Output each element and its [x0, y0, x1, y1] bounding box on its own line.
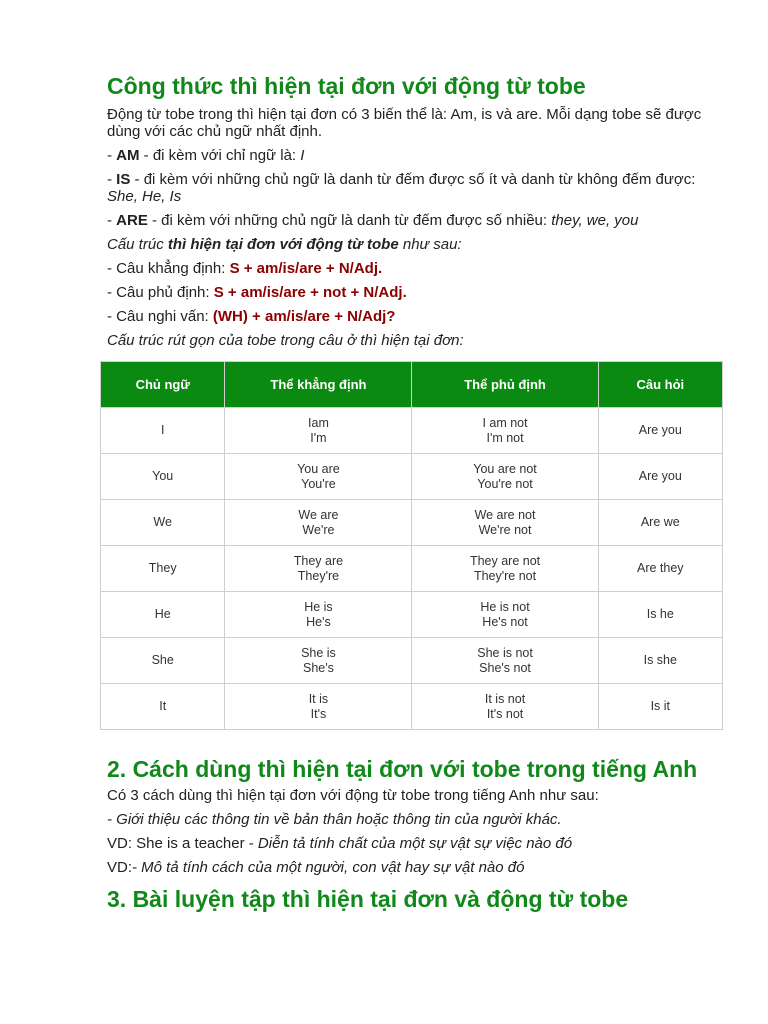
example-1: VD: She is a teacher - Diễn tả tính chất của một sự vật sự việc nào đó — [107, 835, 573, 852]
section-1-title: Công thức thì hiện tại đơn với động từ tobe — [107, 73, 586, 99]
header-negative: Thể phủ định — [412, 362, 598, 408]
section-1 — [107, 70, 707, 349]
cell-subject: We — [101, 500, 225, 546]
header-question: Câu hỏi — [598, 362, 722, 408]
header-subject: Chủ ngữ — [101, 362, 225, 408]
are-word: ARE — [116, 212, 148, 229]
cell-affirmative: You are You're — [225, 454, 412, 500]
cell-subject: It — [101, 684, 225, 730]
tobe-conjugation-table — [100, 361, 723, 730]
table-row — [101, 408, 723, 454]
is-line: - IS - đi kèm với những chủ ngữ là danh từ đếm được số ít và danh từ không đếm được: She, He, Is — [107, 171, 696, 205]
cell-affirmative: We are We're — [225, 500, 412, 546]
table-row — [101, 592, 723, 638]
section-2 — [107, 754, 747, 883]
cell-negative: We are not We're not — [412, 500, 598, 546]
short-form-intro: Cấu trúc rút gọn của tobe trong câu ở thì hiện tại đơn: — [107, 332, 464, 349]
cell-negative: I am not I'm not — [412, 408, 598, 454]
cell-subject: I — [101, 408, 225, 454]
negative-line: - Câu phủ định: S + am/is/are + not + N/Adj. — [107, 284, 407, 301]
cell-question: Is he — [598, 592, 722, 638]
question-line: - Câu nghi vấn: (WH) + am/is/are + N/Adj? — [107, 308, 396, 325]
cell-subject: She — [101, 638, 225, 684]
cell-question: Are you — [598, 454, 722, 500]
cell-affirmative: They are They're — [225, 546, 412, 592]
intro-paragraph: Động từ tobe trong thì hiện tại đơn có 3 biến thể là: Am, is và are. Mỗi dạng tobe sẽ được dùng với các chủ ngữ nhất định. — [107, 106, 702, 140]
cell-negative: He is not He's not — [412, 592, 598, 638]
cell-negative: You are not You're not — [412, 454, 598, 500]
table-row — [101, 684, 723, 730]
structure-intro: Cấu trúc thì hiện tại đơn với động từ tobe như sau: — [107, 236, 462, 253]
affirmative-formula: S + am/is/are + N/Adj. — [229, 260, 383, 277]
use-1: - Giới thiệu các thông tin về bản thân hoặc thông tin của người khác. — [107, 811, 562, 828]
am-word: AM — [116, 147, 140, 164]
affirmative-line: - Câu khẳng định: S + am/is/are + N/Adj. — [107, 260, 383, 277]
table-row — [101, 500, 723, 546]
are-line: - ARE - đi kèm với những chủ ngữ là danh từ đếm được số nhiều: they, we, you — [107, 212, 639, 229]
table-row — [101, 454, 723, 500]
cell-affirmative: Iam I'm — [225, 408, 412, 454]
are-example: they, we, you — [551, 212, 639, 229]
table-row — [101, 638, 723, 684]
cell-affirmative: It is It's — [225, 684, 412, 730]
table-header-row — [101, 362, 723, 408]
section-2-title: 2. Cách dùng thì hiện tại đơn với tobe trong tiếng Anh — [107, 756, 698, 782]
cell-question: Is it — [598, 684, 722, 730]
cell-subject: You — [101, 454, 225, 500]
section-2-intro: Có 3 cách dùng thì hiện tại đơn với động từ tobe trong tiếng Anh như sau: — [107, 787, 599, 804]
is-word: IS — [116, 171, 131, 188]
question-formula: (WH) + am/is/are + N/Adj? — [212, 308, 396, 325]
table-row — [101, 546, 723, 592]
header-affirmative: Thể khẳng định — [225, 362, 412, 408]
am-example: I — [300, 147, 305, 164]
cell-negative: They are not They're not — [412, 546, 598, 592]
cell-affirmative: She is She's — [225, 638, 412, 684]
is-example: She, He, Is — [107, 188, 182, 205]
example-2: VD:- Mô tả tính cách của một người, con vật hay sự vật nào đó — [107, 859, 525, 876]
cell-negative: It is not It's not — [412, 684, 598, 730]
cell-negative: She is not She's not — [412, 638, 598, 684]
section-3-title: 3. Bài luyện tập thì hiện tại đơn và động từ tobe — [107, 886, 629, 912]
cell-question: Are they — [598, 546, 722, 592]
cell-question: Are we — [598, 500, 722, 546]
cell-question: Is she — [598, 638, 722, 684]
am-line: - AM - đi kèm với chỉ ngữ là: I — [107, 147, 305, 164]
cell-question: Are you — [598, 408, 722, 454]
cell-subject: He — [101, 592, 225, 638]
cell-affirmative: He is He's — [225, 592, 412, 638]
negative-formula: S + am/is/are + not + N/Adj. — [213, 284, 407, 301]
section-3 — [107, 884, 747, 914]
cell-subject: They — [101, 546, 225, 592]
